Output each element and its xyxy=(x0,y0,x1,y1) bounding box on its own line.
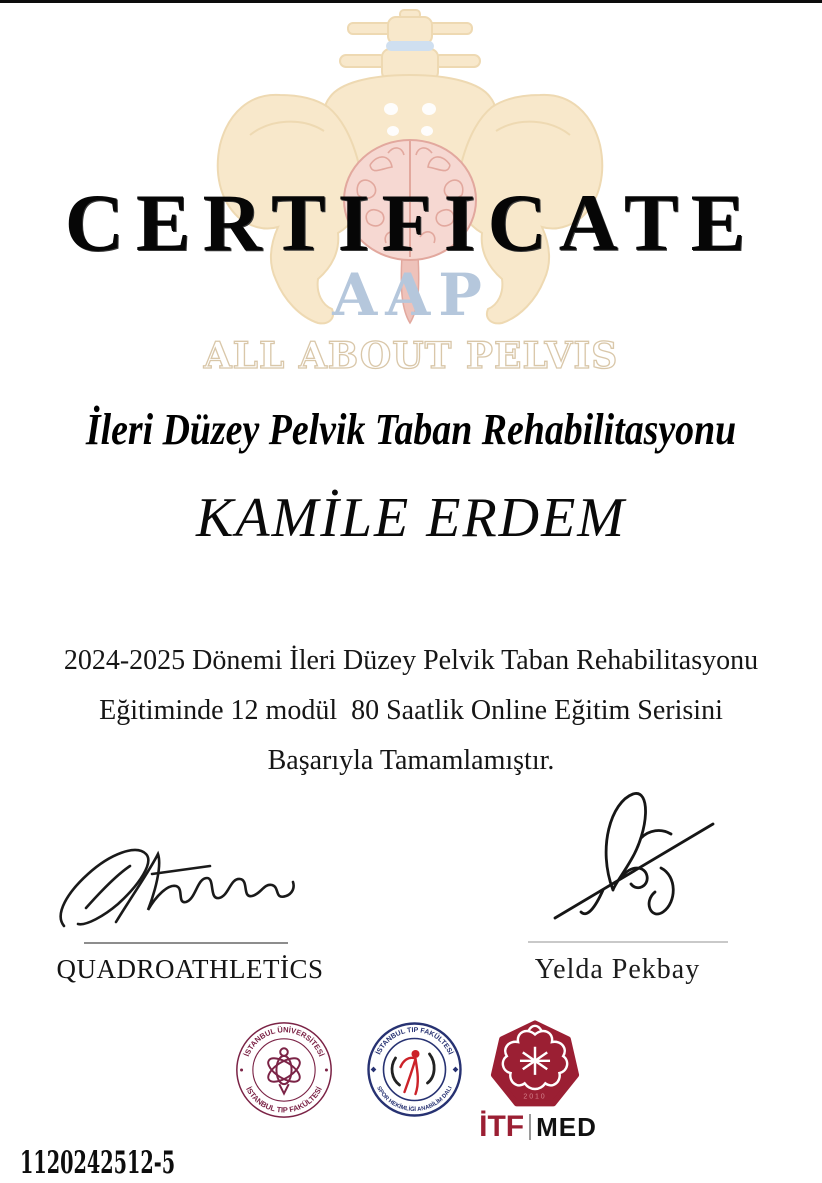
itf-badge-year: 2010 xyxy=(523,1093,547,1101)
seal2-bottom-text: SPOR HEKİMLİĞİ ANABİLİM DALI xyxy=(375,1085,454,1114)
statement-line-3: Başarıyla Tamamlamıştır. xyxy=(267,745,555,776)
sports-medicine-seal xyxy=(366,1021,463,1118)
left-signature-label: QUADROATHLETİCS xyxy=(56,954,324,984)
certificate-number: 1120242512-5 xyxy=(20,1145,176,1181)
brand-acronym: AAP xyxy=(332,261,490,329)
itf-text: İTF xyxy=(479,1110,525,1143)
course-title: İleri Düzey Pelvik Taban Rehabilitasyonu xyxy=(85,405,737,454)
left-signature-line xyxy=(84,942,288,944)
statement-paragraph xyxy=(0,636,822,786)
top-edge-line xyxy=(0,0,822,3)
left-signature-script xyxy=(58,838,298,933)
itf-med-badge xyxy=(488,1020,582,1112)
disc-upper xyxy=(386,41,434,51)
itf-med-divider xyxy=(529,1114,531,1140)
itf-med-wordmark xyxy=(478,1112,598,1142)
right-signature-script xyxy=(545,788,725,933)
istanbul-university-seal xyxy=(234,1020,334,1120)
brand-name: ALL ABOUT PELVIS xyxy=(203,335,619,377)
med-text: MED xyxy=(536,1112,597,1142)
certificate-title: CERTIFICATE xyxy=(64,177,758,268)
statement-line-2: Eğitiminde 12 modül 80 Saatlik Online Eğitim Serisini xyxy=(99,695,723,726)
seal1-top-text: İSTANBUL ÜNİVERSİTESİ xyxy=(242,1025,326,1058)
right-signature-line xyxy=(528,941,728,943)
statement-line-1: 2024-2025 Dönemi İleri Düzey Pelvik Taban Rehabilitasyonu xyxy=(63,645,759,676)
seal1-bottom-text: İSTANBUL TIP FAKÜLTESİ xyxy=(244,1085,324,1115)
seal2-top-text: İSTANBUL TIP FAKÜLTESİ xyxy=(375,1026,454,1056)
right-signature-label: Yelda Pekbay xyxy=(534,954,701,985)
recipient-name: KAMİLE ERDEM xyxy=(196,487,626,549)
